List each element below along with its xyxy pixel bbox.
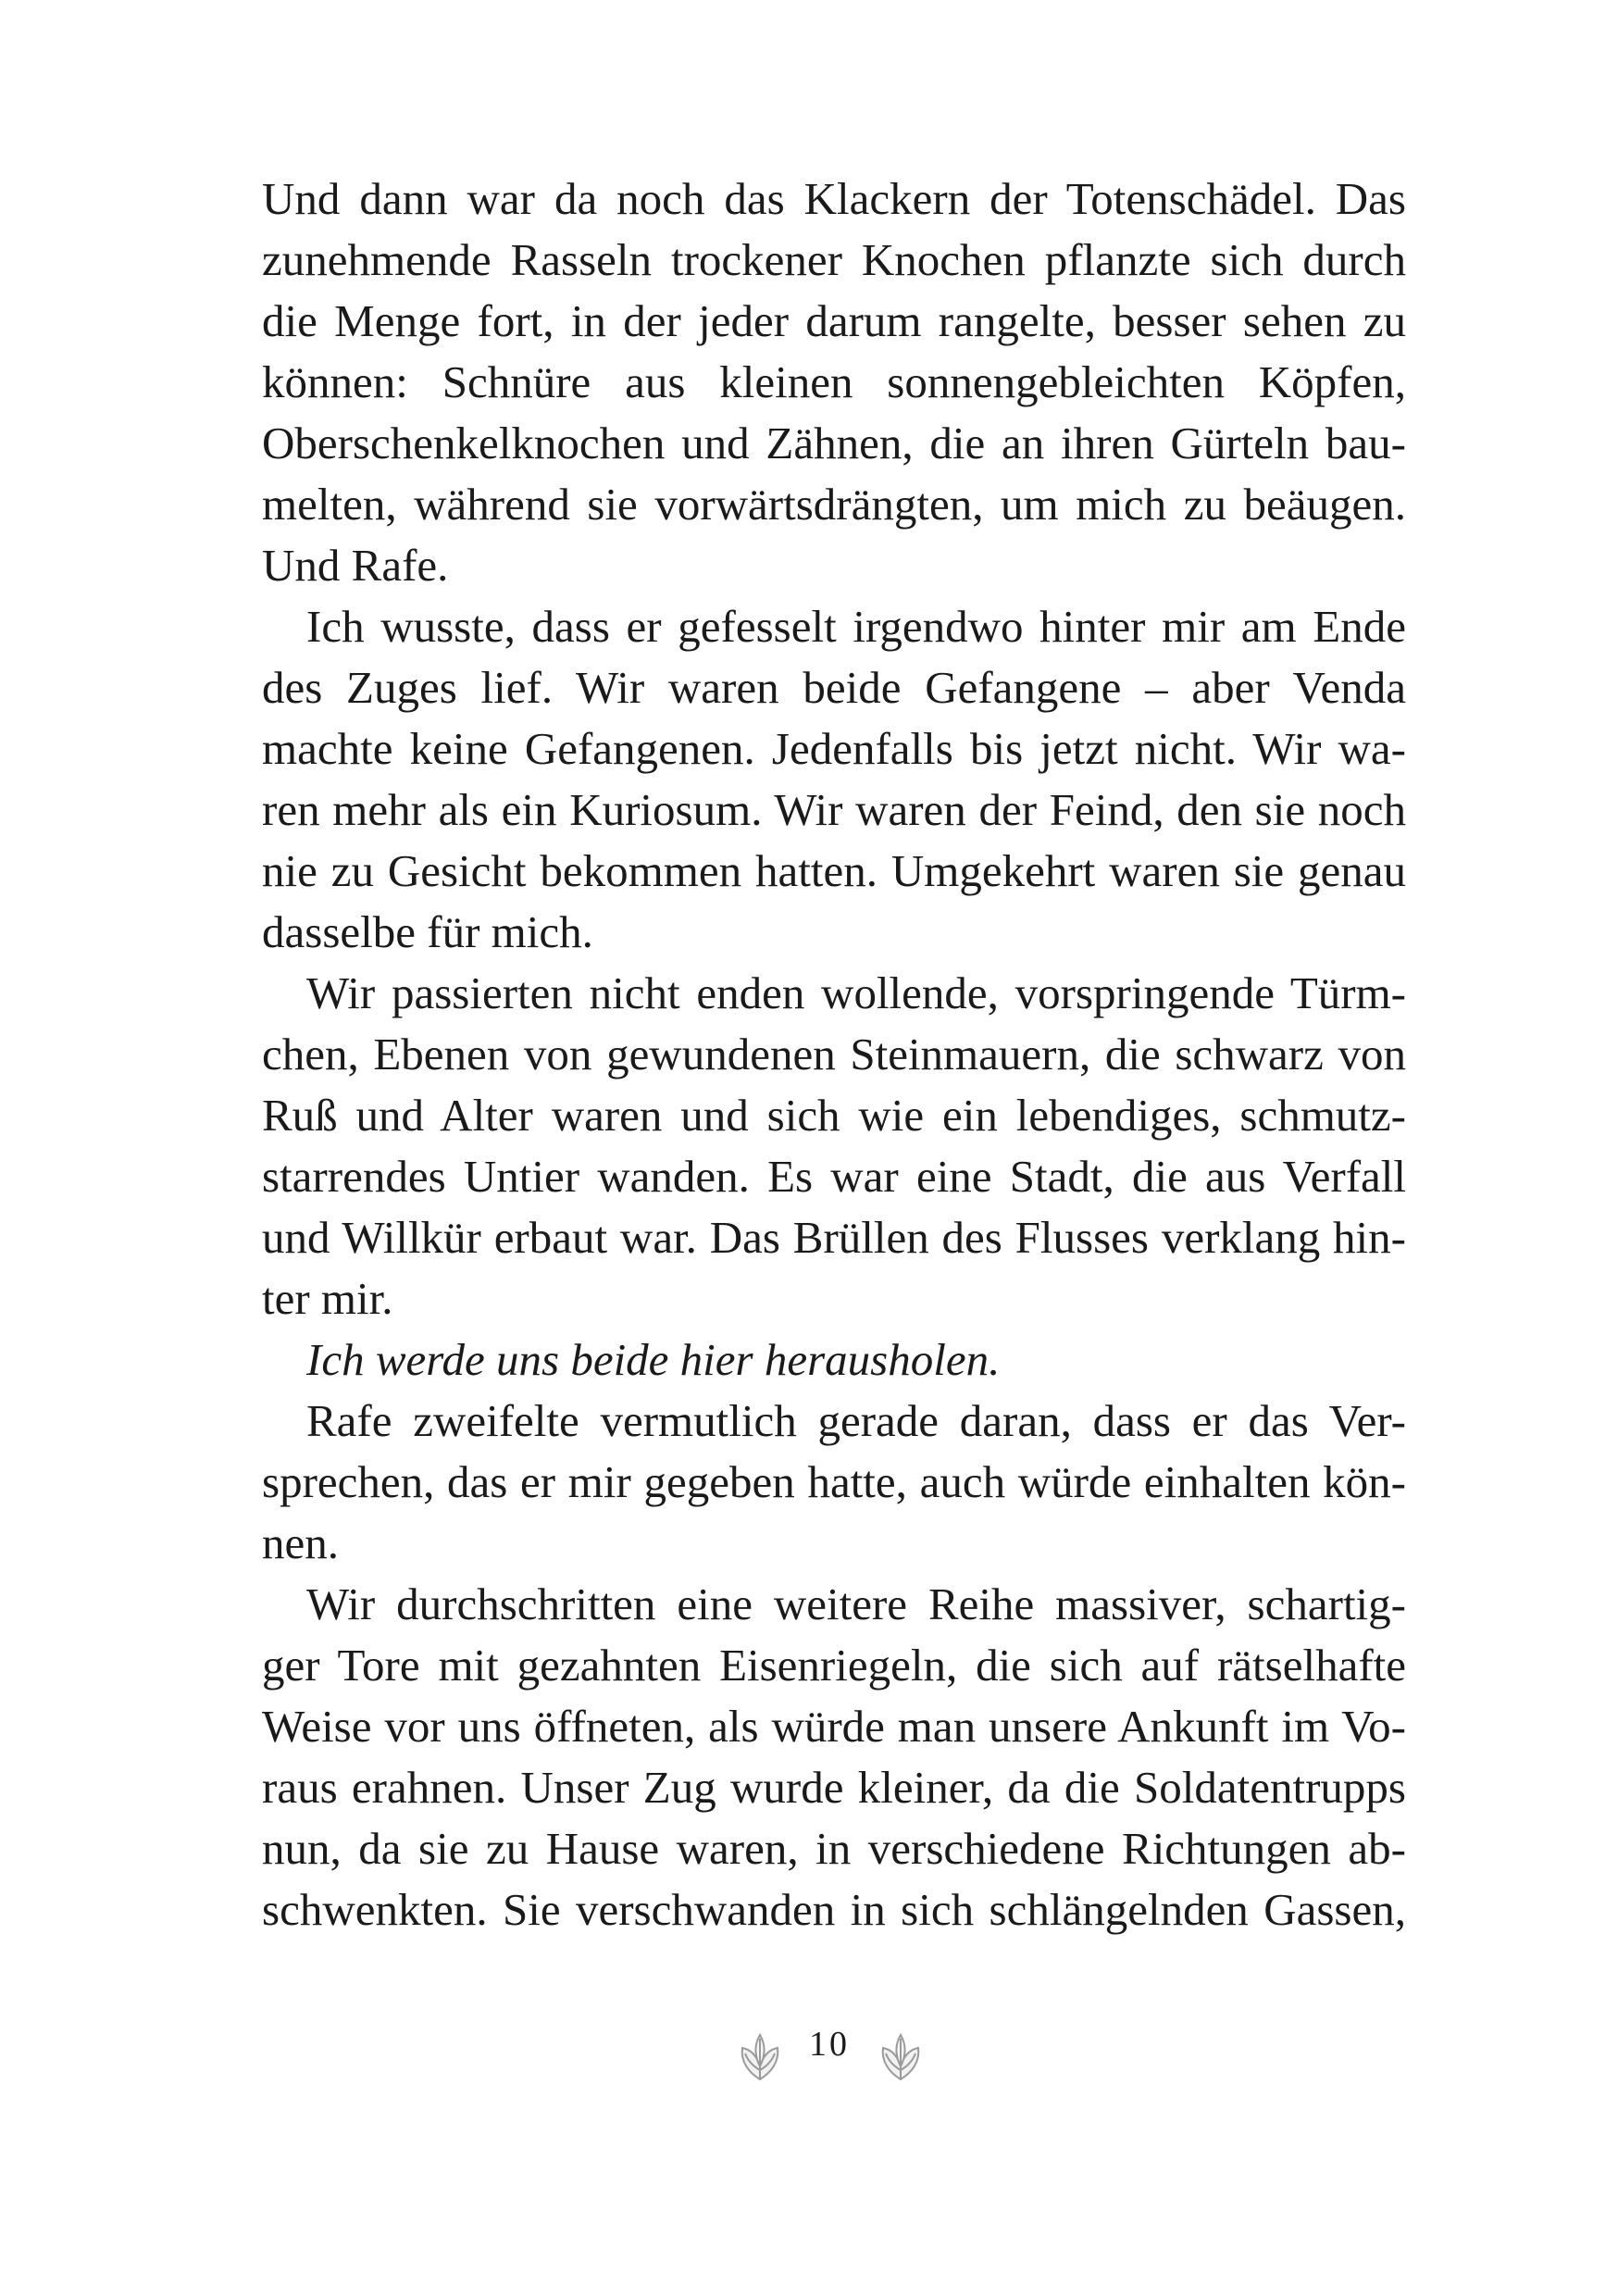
text-line: schwenkten. Sie verschwanden in sich schlängelnden Gassen, <box>262 1884 1406 1935</box>
text-line: machte keine Gefangenen. Jedenfalls bis jetzt nicht. Wir wa- <box>262 723 1406 774</box>
text-line: Ruß und Alter waren und sich wie ein lebendiges, schmutz- <box>262 1090 1406 1141</box>
text-line: nie zu Gesicht bekommen hatten. Umgekehrt waren sie genau <box>262 845 1406 896</box>
italic-thought-line: Ich werde uns beide hier herausholen. <box>306 1334 1001 1385</box>
text-line: Und Rafe. <box>262 540 449 591</box>
page-number: 10 <box>809 2025 850 2064</box>
text-line: chen, Ebenen von gewundenen Steinmauern, die schwarz von <box>262 1029 1406 1079</box>
text-line: zunehmende Rasseln trockener Knochen pflanzte sich durch <box>262 234 1406 285</box>
text-line: Wir durchschritten eine weitere Reihe massiver, schartig- <box>306 1578 1406 1629</box>
text-line: ter mir. <box>262 1273 393 1324</box>
text-line: starrendes Untier wanden. Es war eine Stadt, die aus Verfall <box>262 1151 1406 1202</box>
text-line: und Willkür erbaut war. Das Brüllen des Flusses verklang hin- <box>262 1212 1406 1263</box>
text-line: sprechen, das er mir gegeben hatte, auch würde einhalten kön- <box>262 1456 1406 1507</box>
text-line: nun, da sie zu Hause waren, in verschiedene Richtungen ab- <box>262 1823 1406 1874</box>
text-line: Weise vor uns öffneten, als würde man unsere Ankunft im Vo- <box>262 1701 1406 1752</box>
text-line: ren mehr als ein Kuriosum. Wir waren der Feind, den sie noch <box>262 784 1406 835</box>
text-line: nen. <box>262 1517 339 1568</box>
body-text <box>262 168 1406 1940</box>
text-line: Und dann war da noch das Klackern der Totenschädel. Das <box>262 173 1406 224</box>
text-line: Rafe zweifelte vermutlich gerade daran, dass er das Ver- <box>306 1395 1406 1446</box>
text-line: Wir passierten nicht enden wollende, vorspringende Türm- <box>306 967 1406 1018</box>
text-line: des Zuges lief. Wir waren beide Gefangene – aber Venda <box>262 662 1406 713</box>
text-line: Ich wusste, dass er gefesselt irgendwo hinter mir am Ende <box>306 601 1406 652</box>
page-footer <box>0 2018 1618 2092</box>
text-line: raus erahnen. Unser Zug wurde kleiner, da die Soldatentrupps <box>262 1762 1406 1813</box>
text-line: dasselbe für mich. <box>262 906 593 957</box>
text-line: Oberschenkelknochen und Zähnen, die an ihren Gürteln bau- <box>262 418 1406 468</box>
text-line: können: Schnüre aus kleinen sonnengebleichten Köpfen, <box>262 356 1406 407</box>
text-line: melten, während sie vorwärtsdrängten, um mich zu beäugen. <box>262 479 1406 530</box>
leaf-ornament-icon <box>876 2029 926 2083</box>
text-line: ger Tore mit gezahnten Eisenriegeln, die sich auf rätselhafte <box>262 1640 1406 1691</box>
text-line: die Menge fort, in der jeder darum rangelte, besser sehen zu <box>262 295 1406 346</box>
leaf-ornament-icon <box>735 2029 785 2083</box>
